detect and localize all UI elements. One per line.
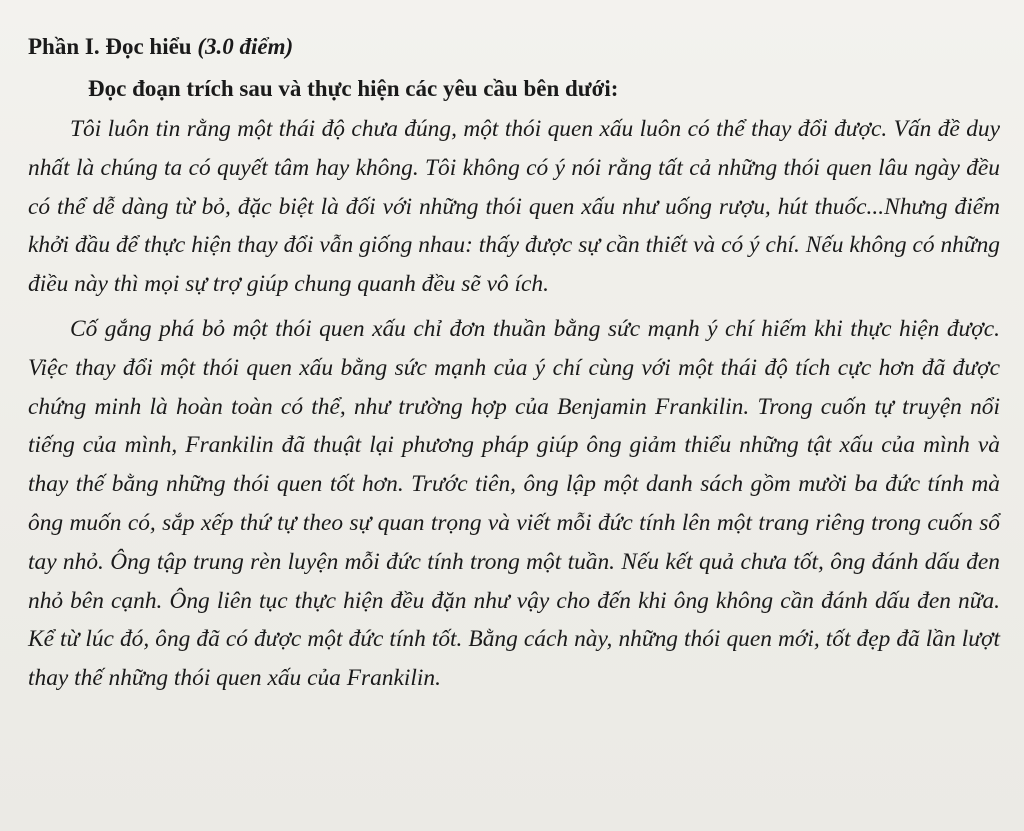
section-title: Phần I. Đọc hiểu xyxy=(28,34,192,59)
section-heading xyxy=(28,30,1000,64)
reading-instruction: Đọc đoạn trích sau và thực hiện các yêu cầu bên dưới: xyxy=(88,76,619,101)
passage-paragraph-2: Cố gắng phá bỏ một thói quen xấu chỉ đơn thuần bằng sức mạnh ý chí hiếm khi thực hiện được. Việc thay đổi một thói quen xấu bằng sức mạnh của ý chí cùng với một thái độ tích cực hơn đã được chứng minh là hoàn toàn có thể, như trường hợp của Benjamin Frankilin. Trong cuốn tự truyện nổi tiếng của mình, Frankilin đã thuật lại phương pháp giúp ông giảm thiểu những tật xấu của mình và thay thế bằng những thói quen tốt hơn. Trước tiên, ông lập một danh sách gồm mười ba đức tính mà ông muốn có, sắp xếp thứ tự theo sự quan trọng và viết mỗi đức tính lên một trang riêng trong cuốn sổ tay nhỏ. Ông tập trung rèn luyện mỗi đức tính trong một tuần. Nếu kết quả chưa tốt, ông đánh dấu đen nhỏ bên cạnh. Ông liên tục thực hiện đều đặn như vậy cho đến khi ông không cần đánh dấu đen nữa. Kể từ lúc đó, ông đã có được một đức tính tốt. Bằng cách này, những thói quen mới, tốt đẹp đã lần lượt thay thế những thói quen xấu của Frankilin. xyxy=(28,315,1000,692)
section-score: (3.0 điểm) xyxy=(197,34,294,59)
passage-paragraph-1: Tôi luôn tin rằng một thái độ chưa đúng, một thói quen xấu luôn có thể thay đổi được. Vấn đề duy nhất là chúng ta có quyết tâm hay không. Tôi không có ý nói rằng tất cả những thói quen lâu ngày đều có thể dễ dàng từ bỏ, đặc biệt là đối với những thói quen xấu như uống rượu, hút thuốc...Nhưng điểm khởi đầu để thực hiện thay đổi vẫn giống nhau: thấy được sự cần thiết và có ý chí. Nếu không có những điều này thì mọi sự trợ giúp chung quanh đều sẽ vô ích. xyxy=(28,116,1000,298)
